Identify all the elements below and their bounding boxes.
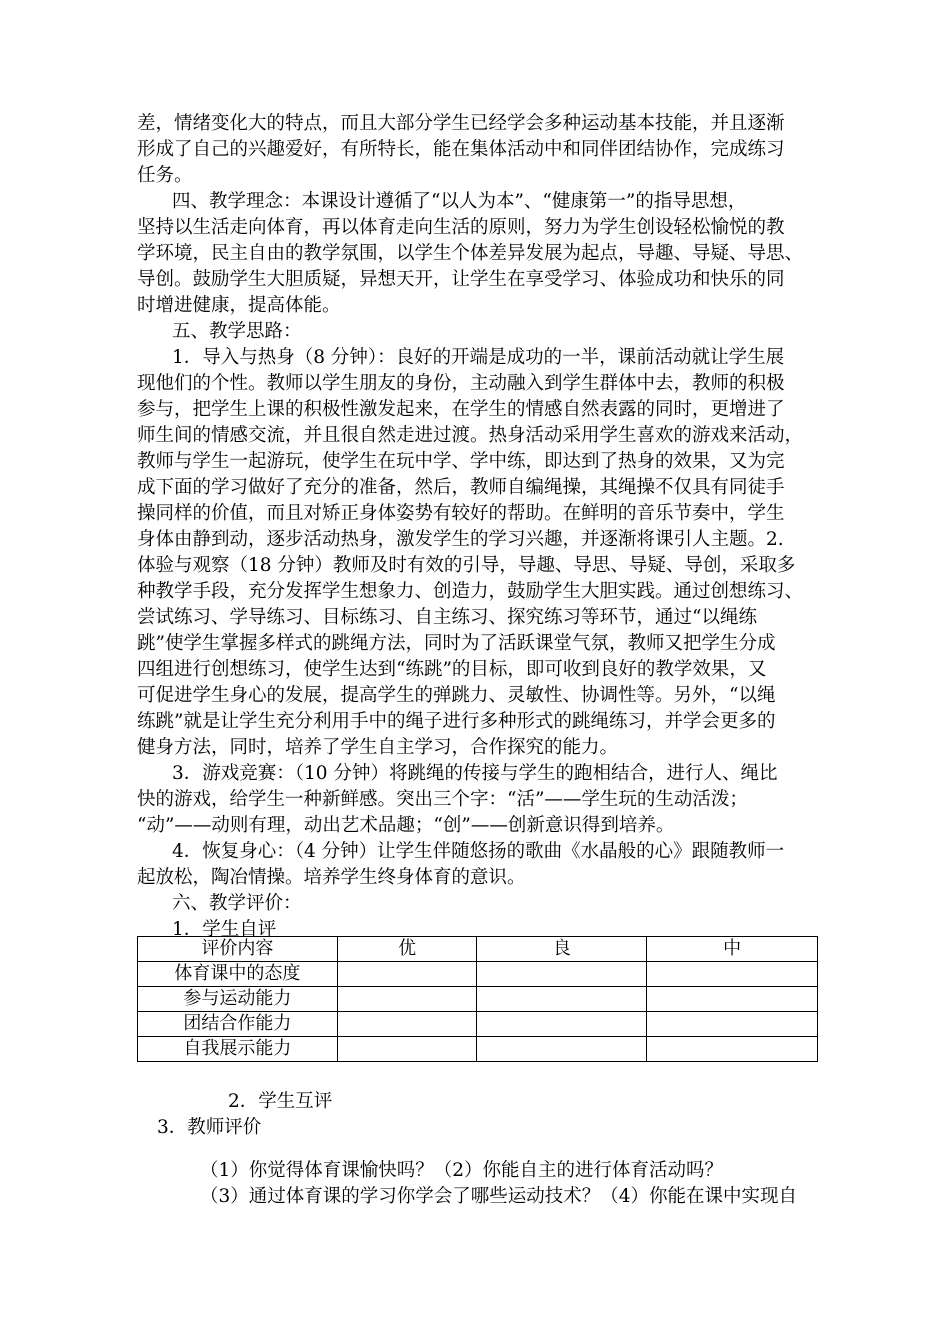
table-cell [647, 962, 818, 987]
table-cell [647, 1037, 818, 1062]
table-row [138, 962, 818, 987]
text-line: 四组进行创想练习，使学生达到“练跳”的目标，即可收到良好的教学效果，又 [137, 659, 767, 680]
table-row [138, 1037, 818, 1062]
subheading-self-eval: 1．学生自评 [172, 919, 277, 940]
text-line: 教师与学生一起游玩，使学生在玩中学、学中练，即达到了热身的效果，又为完 [137, 451, 785, 472]
table-cell: 团结合作能力 [138, 1012, 338, 1037]
text-line: 练跳”就是让学生充分利用手中的绳子进行多种形式的跳绳练习，并学会更多的 [137, 711, 776, 732]
text-line: 学环境，民主自由的教学氛围，以学生个体差异发展为起点，导趣、导疑、导思、 [137, 243, 804, 264]
section-heading-5: 五、教学思路： [172, 321, 302, 342]
text-line: 尝试练习、学导练习、目标练习、自主练习、探究练习等环节，通过“以绳练 [137, 607, 757, 628]
table-cell [647, 987, 818, 1012]
text-line: 可促进学生身心的发展，提高学生的弹跳力、灵敏性、协调性等。另外，“以绳 [137, 685, 776, 706]
table-cell [477, 1012, 647, 1037]
text-line: 成下面的学习做好了充分的准备，然后，教师自编绳操，其绳操不仅具有同徒手 [137, 477, 785, 498]
text-line: 跳”使学生掌握多样式的跳绳方法，同时为了活跃课堂气氛，教师又把学生分成 [137, 633, 776, 654]
text-line: 任务。 [137, 165, 193, 186]
text-line: 起放松，陶冶情操。培养学生终身体育的意识。 [137, 867, 526, 888]
text-line: 时增进健康，提高体能。 [137, 295, 341, 316]
table-cell [337, 987, 477, 1012]
table-cell [477, 987, 647, 1012]
text-line: 4．恢复身心：（4 分钟）让学生伴随悠扬的歌曲《水晶般的心》跟随教师一 [172, 841, 785, 862]
text-line: 差，情绪变化大的特点，而且大部分学生已经学会多种运动基本技能，并且逐渐 [137, 113, 785, 134]
evaluation-table [137, 936, 818, 1062]
text-line: 健身方法，同时，培养了学生自主学习，合作探究的能力。 [137, 737, 619, 758]
text-line: （3）通过体育课的学习你学会了哪些运动技术？（4）你能在课中实现自 [200, 1186, 798, 1207]
text-line: 坚持以生活走向体育，再以体育走向生活的原则，努力为学生创设轻松愉悦的教 [137, 217, 785, 238]
table-cell [477, 1037, 647, 1062]
text-line: 体验与观察（18 分钟）教师及时有效的引导，导趣、导思、导疑、导创，采取多 [137, 555, 796, 576]
table-cell: 体育课中的态度 [138, 962, 338, 987]
text-line: 导创。鼓励学生大胆质疑，异想天开，让学生在享受学习、体验成功和快乐的同 [137, 269, 785, 290]
table-row [138, 987, 818, 1012]
text-line: 种教学手段，充分发挥学生想象力、创造力，鼓励学生大胆实践。通过创想练习、 [137, 581, 804, 602]
table-header-cell: 优 [337, 937, 477, 962]
table-row [138, 1012, 818, 1037]
table-cell: 参与运动能力 [138, 987, 338, 1012]
text-line: “动”——动则有理，动出艺术品趣；“创”——创新意识得到培养。 [137, 815, 675, 836]
table-cell [337, 962, 477, 987]
text-line: 操同样的价值，而且对矫正身体姿势有较好的帮助。在鲜明的音乐节奏中，学生 [137, 503, 785, 524]
table-cell [337, 1012, 477, 1037]
table-header-cell: 评价内容 [138, 937, 338, 962]
text-line: 3．游戏竞赛：（10 分钟）将跳绳的传接与学生的跑相结合，进行人、绳比 [172, 763, 778, 784]
section-heading-4: 四、教学理念：本课设计遵循了“以人为本”、“健康第一”的指导思想， [172, 191, 747, 212]
text-line: （1）你觉得体育课愉快吗？（2）你能自主的进行体育活动吗？ [200, 1160, 724, 1181]
table-cell [477, 962, 647, 987]
table-cell [647, 1012, 818, 1037]
subheading-teacher-eval: 3．教师评价 [157, 1117, 262, 1138]
text-line: 参与，把学生上课的积极性激发起来，在学生的情感自然表露的同时，更增进了 [137, 399, 785, 420]
text-line: 形成了自己的兴趣爱好，有所特长，能在集体活动中和同伴团结协作，完成练习 [137, 139, 785, 160]
table-header-row [138, 937, 818, 962]
text-line: 师生间的情感交流，并且很自然走进过渡。热身活动采用学生喜欢的游戏来活动， [137, 425, 804, 446]
table-header-cell: 中 [647, 937, 818, 962]
table-cell [337, 1037, 477, 1062]
text-line: 1．导入与热身（8 分钟）：良好的开端是成功的一半，课前活动就让学生展 [172, 347, 785, 368]
table-cell: 自我展示能力 [138, 1037, 338, 1062]
text-line: 快的游戏，给学生一种新鲜感。突出三个字：“活”——学生玩的生动活泼； [137, 789, 748, 810]
table-header-cell: 良 [477, 937, 647, 962]
subheading-peer-eval: 2．学生互评 [228, 1091, 333, 1112]
section-heading-6: 六、教学评价： [172, 893, 302, 914]
text-line: 现他们的个性。教师以学生朋友的身份，主动融入到学生群体中去，教师的积极 [137, 373, 785, 394]
text-line: 身体由静到动，逐步活动热身，激发学生的学习兴趣，并逐渐将课引人主题。2. [137, 529, 784, 550]
